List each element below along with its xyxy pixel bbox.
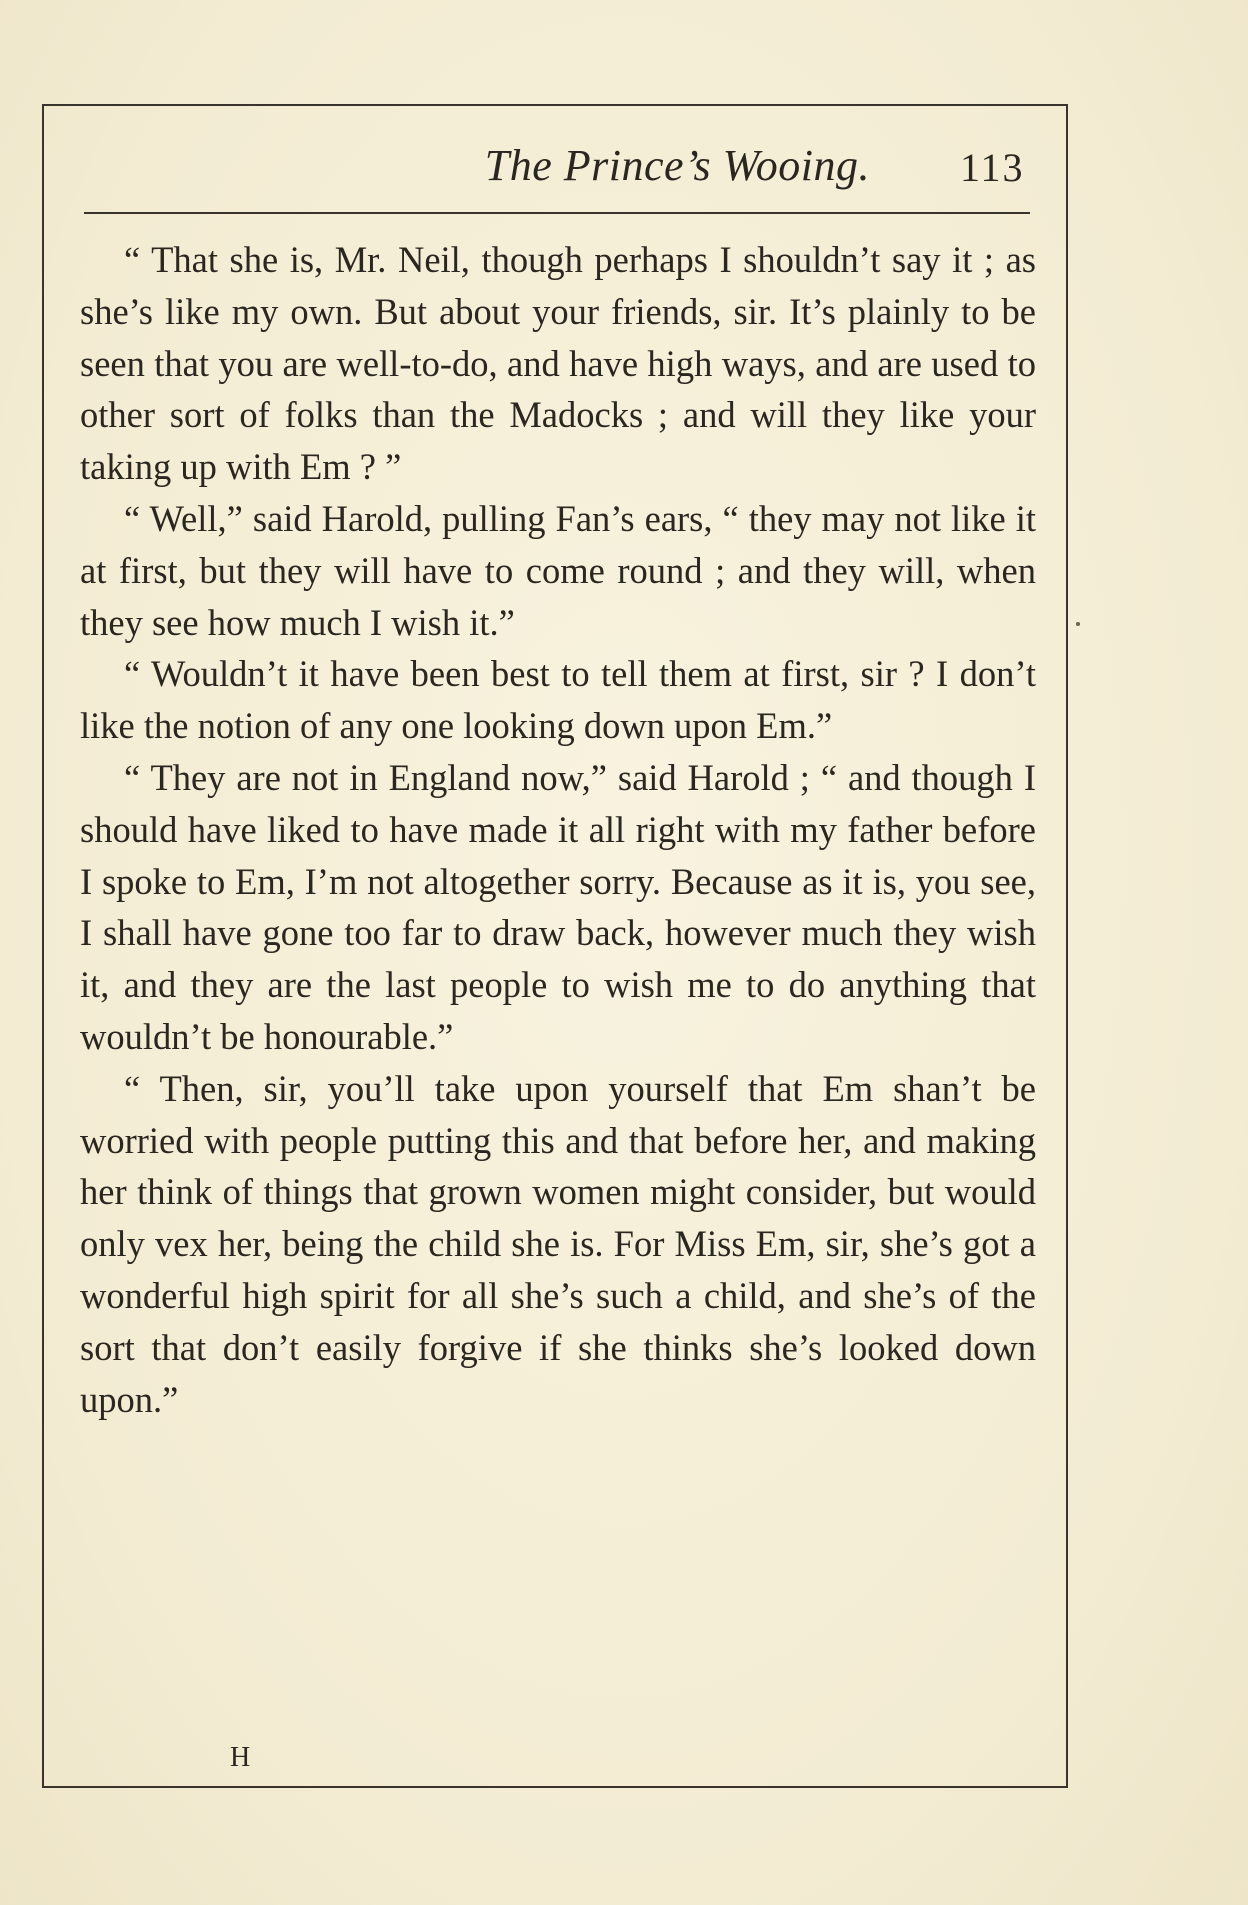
paragraph: “ That she is, Mr. Neil, though perhaps I shouldn’t say it ; as she’s like my own. But about your friends, sir. It’s plainly to be seen that you are well-to-do, and have high ways, and are used to other sort of folks than the Madocks ; and will they like your taking up with Em ? ” bbox=[80, 239, 1036, 488]
header-rule bbox=[84, 212, 1030, 214]
page-number: 113 bbox=[960, 145, 1025, 190]
paragraph: “ Well,” said Harold, pulling Fan’s ears, “ they may not like it at first, but they will have to come round ; and they will, when they see how much I wish it.” bbox=[80, 497, 1036, 643]
paragraph: “ Wouldn’t it have been best to tell them at first, sir ? I don’t like the notion of any one looking down upon Em.” bbox=[80, 653, 1036, 747]
body-text bbox=[80, 234, 1036, 1425]
page-frame bbox=[42, 104, 1068, 1788]
running-head bbox=[44, 140, 1066, 200]
signature-mark: H bbox=[230, 1742, 252, 1773]
paragraph: “ Then, sir, you’ll take upon yourself that Em shan’t be worried with people putting this and that before her, and making her think of things that grown women might consider, but would only vex her, being the child she is. For Miss Em, sir, she’s got a wonderful high spirit for all she’s such a child, and she’s of the sort that don’t easily forgive if she thinks she’s looked down upon.” bbox=[80, 1067, 1036, 1420]
paragraph: “ They are not in England now,” said Harold ; “ and though I should have liked to have made it all right with my father before I spoke to Em, I’m not altogether sorry. Because as it is, you see, I shall have gone too far to draw back, however much they wish it, and they are the last people to wish me to do anything that wouldn’t be honourable.” bbox=[80, 756, 1036, 1057]
running-title: The Prince’s Wooing. bbox=[484, 141, 870, 190]
margin-speck bbox=[1076, 622, 1080, 626]
